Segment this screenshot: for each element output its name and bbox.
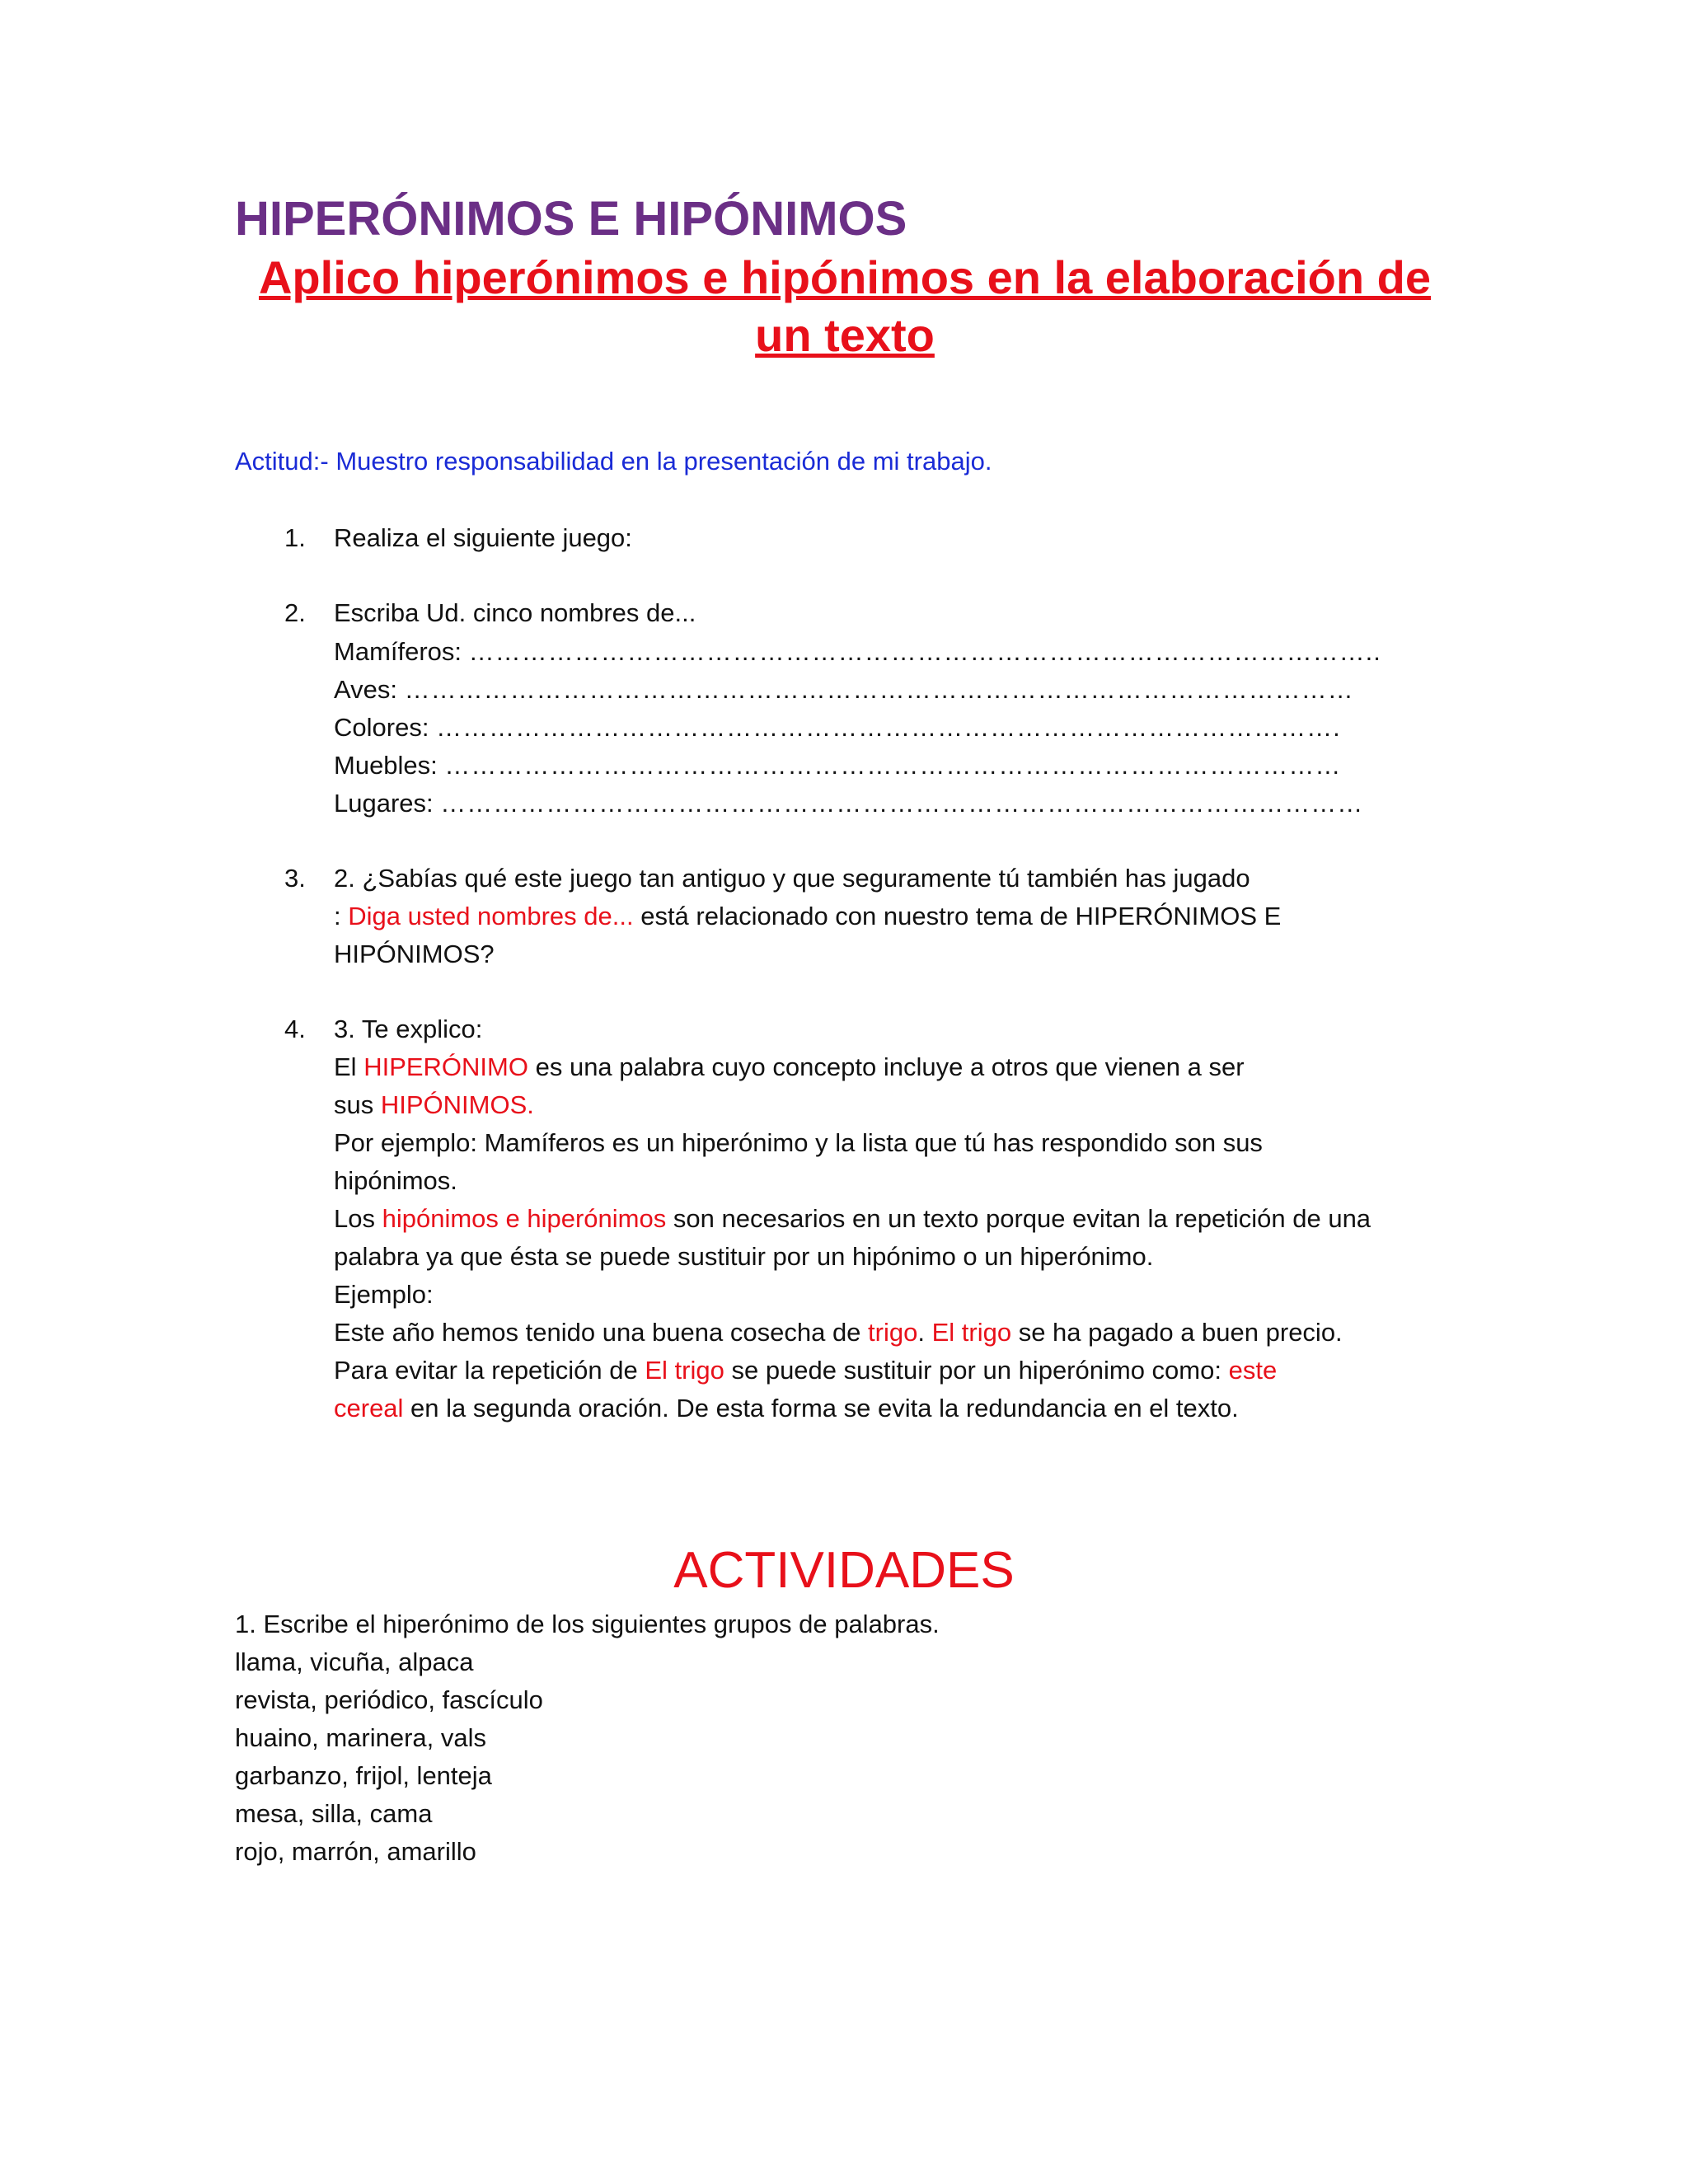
text-span: sus bbox=[334, 1090, 381, 1119]
activities-heading: ACTIVIDADES bbox=[673, 1542, 1015, 1599]
item-number: 1. bbox=[284, 523, 306, 552]
field-mamiferos bbox=[334, 633, 1381, 671]
text-line bbox=[334, 1314, 1371, 1352]
text-span: se puede sustituir por un hiperónimo como: bbox=[724, 1356, 1229, 1385]
text-span: El bbox=[334, 1052, 364, 1081]
text-line: Ejemplo: bbox=[334, 1280, 434, 1309]
text-span: se ha pagado a buen precio. bbox=[1011, 1318, 1343, 1347]
word-group: revista, periódico, fascículo bbox=[235, 1685, 543, 1714]
field-blank: ………………………………………………………………………………………… bbox=[444, 751, 1342, 780]
word-group: rojo, marrón, amarillo bbox=[235, 1837, 476, 1866]
text-line: HIPÓNIMOS? bbox=[334, 940, 495, 968]
text-span: en la segunda oración. De esta forma se evita la redundancia en el texto. bbox=[403, 1394, 1239, 1422]
word-group: garbanzo, frijol, lenteja bbox=[235, 1761, 492, 1790]
text-span: es una palabra cuyo concepto incluye a otros que vienen a ser bbox=[528, 1052, 1245, 1081]
word-group: mesa, silla, cama bbox=[235, 1799, 433, 1828]
highlight-text: cereal bbox=[334, 1394, 404, 1422]
attitude-statement: Actitud:- Muestro responsabilidad en la presentación de mi trabajo. bbox=[235, 447, 992, 476]
text-line bbox=[334, 1048, 1371, 1086]
field-label: Lugares: bbox=[334, 789, 434, 818]
list-item-1 bbox=[284, 519, 632, 557]
highlight-text: hipónimos e hiperónimos bbox=[382, 1204, 667, 1233]
text-span: Este año hemos tenido una buena cosecha de bbox=[334, 1318, 869, 1347]
list-item-4 bbox=[284, 1010, 334, 1048]
activities-list bbox=[235, 1605, 940, 1871]
field-aves bbox=[334, 671, 1381, 709]
text-span: Para evitar la repetición de bbox=[334, 1356, 645, 1385]
page-title: HIPERÓNIMOS E HIPÓNIMOS bbox=[235, 192, 907, 246]
text-line: palabra ya que ésta se puede sustituir por un hipónimo o un hiperónimo. bbox=[334, 1242, 1154, 1271]
field-blank: ……………………………………………………………………………………………… bbox=[404, 675, 1354, 704]
text-line: Por ejemplo: Mamíferos es un hiperónimo y la lista que tú has respondido son sus bbox=[334, 1128, 1263, 1157]
word-group: llama, vicuña, alpaca bbox=[235, 1647, 474, 1676]
highlight-text: Diga usted nombres de... bbox=[348, 902, 634, 930]
text-span: son necesarios en un texto porque evitan la repetición de una bbox=[666, 1204, 1372, 1233]
text-line: 3. Te explico: bbox=[334, 1015, 483, 1043]
text-span: Los bbox=[334, 1204, 382, 1233]
item-number: 3. bbox=[284, 864, 306, 893]
highlight-text: El trigo bbox=[931, 1318, 1012, 1347]
item-number: 4. bbox=[284, 1015, 306, 1043]
field-lugares bbox=[334, 785, 1381, 823]
text-line bbox=[334, 898, 1281, 935]
field-blank: …………………………………………………………………………………………… bbox=[440, 789, 1364, 818]
field-label: Aves: bbox=[334, 675, 397, 704]
field-label: Mamíferos: bbox=[334, 637, 462, 666]
highlight-text: trigo bbox=[868, 1318, 918, 1347]
text-line bbox=[334, 1200, 1371, 1238]
list-item-2 bbox=[284, 594, 696, 632]
list-item-3 bbox=[284, 860, 334, 898]
item-4-text bbox=[334, 1010, 1371, 1427]
item-text: Realiza el siguiente juego: bbox=[334, 523, 632, 552]
text-span: . bbox=[917, 1318, 932, 1347]
highlight-text: este bbox=[1228, 1356, 1278, 1385]
text-line bbox=[334, 1086, 1371, 1124]
field-blank: ………………………………………………………………………………………….. bbox=[468, 637, 1381, 666]
word-group: huaino, marinera, vals bbox=[235, 1723, 486, 1752]
page-subtitle: Aplico hiperónimos e hipónimos en la elaboración de un texto bbox=[258, 251, 1431, 361]
highlight-text: HIPÓNIMOS. bbox=[380, 1090, 534, 1119]
text-line bbox=[334, 1390, 1371, 1427]
text-line bbox=[334, 1352, 1371, 1390]
item-text: Escriba Ud. cinco nombres de... bbox=[334, 598, 696, 627]
name-fields bbox=[334, 633, 1381, 823]
field-colores bbox=[334, 709, 1381, 747]
text-line: 2. ¿Sabías qué este juego tan antiguo y que seguramente tú también has jugado bbox=[334, 864, 1250, 893]
item-3-text bbox=[334, 860, 1281, 973]
field-label: Muebles: bbox=[334, 751, 438, 780]
text-line: hipónimos. bbox=[334, 1166, 457, 1195]
field-blank: …………………………………………………………………………………………. bbox=[436, 713, 1341, 742]
field-muebles bbox=[334, 747, 1381, 785]
highlight-text: HIPERÓNIMO bbox=[363, 1052, 528, 1081]
text-span: : bbox=[334, 902, 349, 930]
text-span: está relacionado con nuestro tema de HIPERÓNIMOS E bbox=[633, 902, 1282, 930]
activity-instruction: 1. Escribe el hiperónimo de los siguientes grupos de palabras. bbox=[235, 1610, 940, 1638]
field-label: Colores: bbox=[334, 713, 429, 742]
highlight-text: El trigo bbox=[645, 1356, 724, 1385]
item-number: 2. bbox=[284, 598, 306, 627]
